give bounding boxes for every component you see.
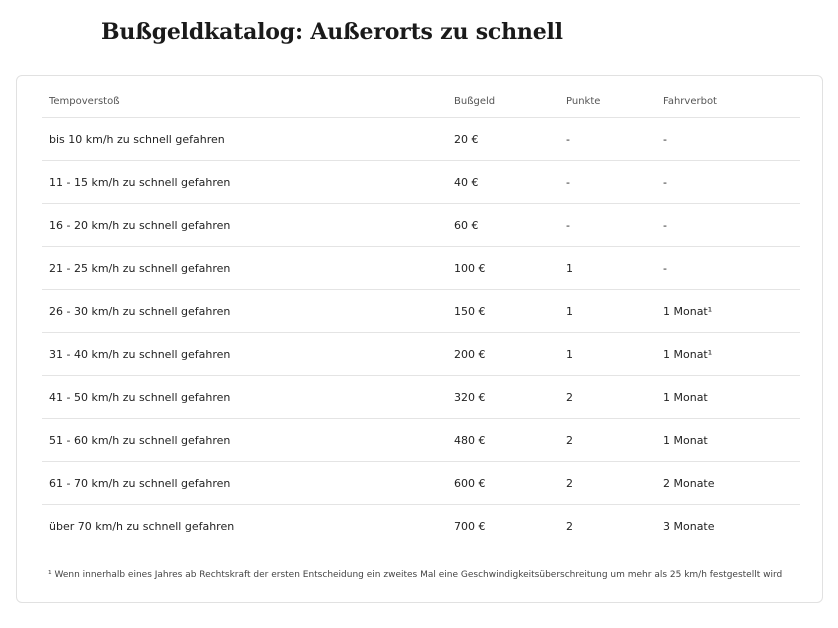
cell-fine: 320 € — [447, 376, 559, 419]
table-row — [42, 161, 800, 204]
cell-points: 2 — [559, 419, 656, 462]
table-footnote: ¹ Wenn innerhalb eines Jahres ab Rechtskraft der ersten Entscheidung ein zweites Mal eine Geschwindigkeitsüberschreitung um mehr als 25 km/h festgestellt wird — [48, 570, 783, 580]
cell-points: 2 — [559, 376, 656, 419]
table-row — [42, 505, 800, 548]
cell-fine: 40 € — [447, 161, 559, 204]
cell-driving-ban: 3 Monate — [663, 519, 715, 533]
cell-driving-ban: 2 Monate — [656, 462, 800, 505]
cell-speed-violation: 16 - 20 km/h zu schnell gefahren — [42, 204, 447, 247]
cell-speed-violation: 11 - 15 km/h zu schnell gefahren — [42, 161, 447, 204]
cell-driving-ban: - — [656, 247, 800, 290]
table-header-row — [42, 86, 800, 118]
cell-fine: 60 € — [447, 204, 559, 247]
table-row — [42, 118, 800, 161]
cell-points: 1 — [559, 333, 656, 376]
cell-fine: 150 € — [447, 290, 559, 333]
cell-points: 1 — [559, 247, 656, 290]
cell-speed-violation: 51 - 60 km/h zu schnell gefahren — [42, 419, 447, 462]
table-row — [42, 333, 800, 376]
header-fine: Bußgeld — [447, 86, 559, 118]
table-row — [42, 290, 800, 333]
cell-fine: 200 € — [447, 333, 559, 376]
fine-table — [42, 86, 800, 547]
header-points: Punkte — [559, 86, 656, 118]
cell-points: 2 — [559, 462, 656, 505]
cell-fine: 100 € — [447, 247, 559, 290]
cell-fine: 600 € — [447, 462, 559, 505]
table-row — [42, 204, 800, 247]
table-row — [42, 462, 800, 505]
cell-driving-ban: - — [656, 118, 800, 161]
cell-fine: 700 € — [454, 519, 486, 533]
cell-speed-violation: 26 - 30 km/h zu schnell gefahren — [42, 290, 447, 333]
cell-speed-violation: bis 10 km/h zu schnell gefahren — [42, 118, 447, 161]
cell-points: - — [559, 118, 656, 161]
cell-speed-violation: 21 - 25 km/h zu schnell gefahren — [42, 247, 447, 290]
header-speed-violation: Tempoverstoß — [42, 86, 447, 118]
cell-driving-ban: 1 Monat¹ — [656, 290, 800, 333]
table-row — [42, 419, 800, 462]
cell-driving-ban: - — [656, 161, 800, 204]
table-row — [42, 376, 800, 419]
cell-points: 1 — [559, 290, 656, 333]
cell-driving-ban: 1 Monat¹ — [656, 333, 800, 376]
page-title: Bußgeldkatalog: Außerorts zu schnell — [101, 19, 563, 45]
table-row — [42, 247, 800, 290]
cell-points: 2 — [566, 519, 573, 533]
cell-fine: 480 € — [447, 419, 559, 462]
cell-points: - — [559, 204, 656, 247]
cell-driving-ban: - — [656, 204, 800, 247]
cell-speed-violation: 61 - 70 km/h zu schnell gefahren — [42, 462, 447, 505]
cell-driving-ban: 1 Monat — [656, 419, 800, 462]
fine-table-card — [16, 75, 823, 603]
cell-points: - — [559, 161, 656, 204]
cell-driving-ban: 1 Monat — [656, 376, 800, 419]
cell-fine: 20 € — [447, 118, 559, 161]
cell-speed-violation: 41 - 50 km/h zu schnell gefahren — [42, 376, 447, 419]
header-driving-ban: Fahrverbot — [656, 86, 800, 118]
cell-speed-violation: 31 - 40 km/h zu schnell gefahren — [42, 333, 447, 376]
cell-speed-violation: über 70 km/h zu schnell gefahren — [49, 519, 235, 533]
